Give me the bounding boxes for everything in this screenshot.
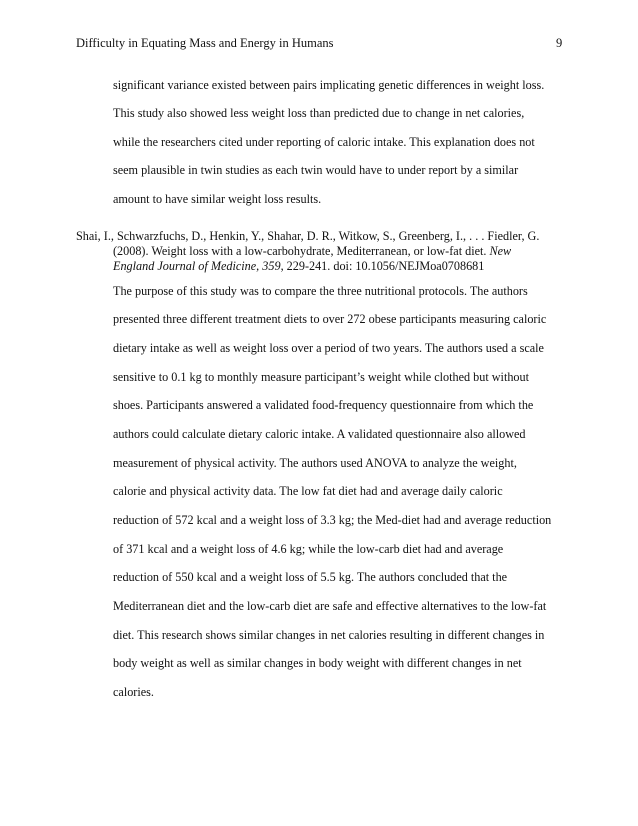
journal-title: New xyxy=(489,244,512,258)
paragraph-line: while the researchers cited under reporting of caloric intake. This explanation does not xyxy=(113,135,535,149)
page-number: 9 xyxy=(556,36,563,50)
paragraph-line: presented three different treatment diets to over 272 obese participants measuring caloric xyxy=(113,312,547,326)
reference-line xyxy=(113,244,511,259)
paragraph-line: significant variance existed between pairs implicating genetic differences in weight loss. xyxy=(113,78,545,92)
paragraph-line: dietary intake as well as weight loss over a period of two years. The authors used a scale xyxy=(113,341,544,355)
paragraph-line: The purpose of this study was to compare the three nutritional protocols. The authors xyxy=(113,284,528,298)
reference-text: (2008). Weight loss with a low-carbohydrate, Mediterranean, or low-fat diet. xyxy=(113,244,490,258)
paragraph-line: of 371 kcal and a weight loss of 4.6 kg; while the low-carb diet had and average xyxy=(113,542,504,556)
paragraph-line: body weight as well as similar changes in body weight with different changes in net xyxy=(113,656,522,670)
paragraph-line: calories. xyxy=(113,685,154,699)
paragraph-line: sensitive to 0.1 kg to monthly measure participant’s weight while clothed but without xyxy=(113,370,529,384)
paragraph-line: amount to have similar weight loss results. xyxy=(113,192,322,206)
journal-title: England Journal of Medicine, 359 xyxy=(113,259,281,273)
reference-text: , 229-241. doi: 10.1056/NEJMoa0708681 xyxy=(280,259,485,273)
paragraph-line: seem plausible in twin studies as each twin would have to under report by a similar xyxy=(113,163,519,177)
paragraph-line: This study also showed less weight loss than predicted due to change in net calories, xyxy=(113,106,525,120)
running-head: Difficulty in Equating Mass and Energy in Humans xyxy=(76,36,334,50)
reference-line: Shai, I., Schwarzfuchs, D., Henkin, Y., Shahar, D. R., Witkow, S., Greenberg, I., . . . Fiedler, G. xyxy=(76,229,540,243)
paragraph-line: reduction of 572 kcal and a weight loss of 3.3 kg; the Med-diet had and average reduction xyxy=(113,513,552,527)
paragraph-line: authors could calculate dietary caloric intake. A validated questionnaire also allowed xyxy=(113,427,526,441)
paragraph-line: Mediterranean diet and the low-carb diet are safe and effective alternatives to the low-fat xyxy=(113,599,547,613)
reference-line xyxy=(113,259,484,274)
paragraph-line: shoes. Participants answered a validated food-frequency questionnaire from which the xyxy=(113,398,534,412)
paragraph-line: measurement of physical activity. The authors used ANOVA to analyze the weight, xyxy=(113,456,517,470)
paragraph-line: calorie and physical activity data. The low fat diet had and average daily caloric xyxy=(113,484,503,498)
paragraph-line: diet. This research shows similar changes in net calories resulting in different changes in xyxy=(113,628,545,642)
paragraph-line: reduction of 550 kcal and a weight loss of 5.5 kg. The authors concluded that the xyxy=(113,570,508,584)
